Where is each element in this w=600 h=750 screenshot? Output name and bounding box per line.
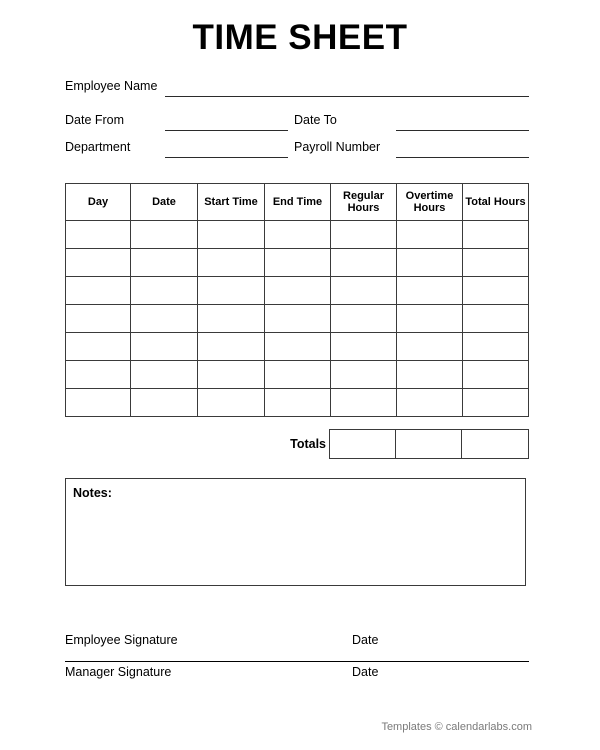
cell-date[interactable] <box>131 249 198 277</box>
cell-end-time[interactable] <box>265 249 331 277</box>
notes-label: Notes: <box>73 486 112 500</box>
table-row <box>66 305 529 333</box>
employee-name-input[interactable] <box>165 96 529 97</box>
cell-total-hours[interactable] <box>463 221 529 249</box>
cell-total-hours[interactable] <box>463 305 529 333</box>
timesheet-table <box>65 183 529 417</box>
cell-end-time[interactable] <box>265 333 331 361</box>
cell-start-time[interactable] <box>198 389 265 417</box>
cell-end-time[interactable] <box>265 361 331 389</box>
cell-regular-hours[interactable] <box>331 389 397 417</box>
employee-name-row <box>65 78 529 112</box>
date-from-label: Date From <box>65 113 125 127</box>
totals-regular-hours[interactable] <box>330 430 396 459</box>
cell-start-time[interactable] <box>198 277 265 305</box>
cell-date[interactable] <box>131 333 198 361</box>
form-fields <box>65 78 529 166</box>
cell-regular-hours[interactable] <box>331 249 397 277</box>
date-from-input[interactable] <box>165 130 288 131</box>
column-header-overtime-hours: Overtime Hours <box>397 184 463 221</box>
cell-overtime-hours[interactable] <box>397 277 463 305</box>
department-payroll-row <box>65 139 529 166</box>
cell-overtime-hours[interactable] <box>397 333 463 361</box>
cell-date[interactable] <box>131 305 198 333</box>
table-header-row <box>66 184 529 221</box>
cell-start-time[interactable] <box>198 305 265 333</box>
date-to-label: Date To <box>294 113 337 127</box>
date-to-input[interactable] <box>396 130 529 131</box>
cell-overtime-hours[interactable] <box>397 389 463 417</box>
cell-overtime-hours[interactable] <box>397 305 463 333</box>
cell-regular-hours[interactable] <box>331 361 397 389</box>
totals-row <box>330 430 529 459</box>
department-input[interactable] <box>165 157 288 158</box>
cell-day[interactable] <box>66 333 131 361</box>
column-header-total-hours: Total Hours <box>463 184 529 221</box>
table-row <box>66 361 529 389</box>
manager-date-label: Date <box>352 665 379 679</box>
manager-signature-label: Manager Signature <box>65 665 172 679</box>
cell-start-time[interactable] <box>198 361 265 389</box>
cell-day[interactable] <box>66 305 131 333</box>
employee-signature-label: Employee Signature <box>65 633 178 647</box>
signature-divider <box>65 661 529 662</box>
payroll-number-label: Payroll Number <box>294 140 381 154</box>
table-row <box>66 249 529 277</box>
table-row <box>66 221 529 249</box>
footer-credit: Templates © calendarlabs.com <box>381 721 532 733</box>
totals-total-hours[interactable] <box>462 430 529 459</box>
signature-section <box>65 628 529 692</box>
cell-start-time[interactable] <box>198 249 265 277</box>
manager-signature-row <box>65 660 529 692</box>
totals-overtime-hours[interactable] <box>396 430 462 459</box>
table-row <box>66 333 529 361</box>
column-header-day: Day <box>66 184 131 221</box>
cell-start-time[interactable] <box>198 333 265 361</box>
cell-end-time[interactable] <box>265 221 331 249</box>
cell-date[interactable] <box>131 389 198 417</box>
page-title: TIME SHEET <box>192 18 408 57</box>
notes-box[interactable] <box>65 478 526 586</box>
cell-date[interactable] <box>131 221 198 249</box>
column-header-end-time: End Time <box>265 184 331 221</box>
column-header-regular-hours: Regular Hours <box>331 184 397 221</box>
table-row <box>66 277 529 305</box>
table-body <box>66 221 529 417</box>
cell-total-hours[interactable] <box>463 361 529 389</box>
date-range-row <box>65 112 529 139</box>
table-row <box>66 389 529 417</box>
cell-overtime-hours[interactable] <box>397 221 463 249</box>
cell-total-hours[interactable] <box>463 333 529 361</box>
cell-end-time[interactable] <box>265 277 331 305</box>
cell-day[interactable] <box>66 389 131 417</box>
cell-total-hours[interactable] <box>463 249 529 277</box>
totals-table <box>329 429 529 459</box>
cell-overtime-hours[interactable] <box>397 249 463 277</box>
cell-end-time[interactable] <box>265 305 331 333</box>
payroll-number-input[interactable] <box>396 157 529 158</box>
column-header-start-time: Start Time <box>198 184 265 221</box>
cell-total-hours[interactable] <box>463 389 529 417</box>
cell-day[interactable] <box>66 221 131 249</box>
cell-regular-hours[interactable] <box>331 221 397 249</box>
employee-date-label: Date <box>352 633 379 647</box>
cell-total-hours[interactable] <box>463 277 529 305</box>
totals-section <box>65 429 528 459</box>
cell-regular-hours[interactable] <box>331 277 397 305</box>
cell-date[interactable] <box>131 361 198 389</box>
column-header-date: Date <box>131 184 198 221</box>
cell-end-time[interactable] <box>265 389 331 417</box>
employee-signature-row <box>65 628 529 660</box>
table-header <box>66 184 529 221</box>
cell-start-time[interactable] <box>198 221 265 249</box>
cell-overtime-hours[interactable] <box>397 361 463 389</box>
cell-day[interactable] <box>66 249 131 277</box>
cell-date[interactable] <box>131 277 198 305</box>
cell-day[interactable] <box>66 277 131 305</box>
department-label: Department <box>65 140 131 154</box>
cell-regular-hours[interactable] <box>331 333 397 361</box>
totals-label: Totals <box>290 437 326 451</box>
cell-day[interactable] <box>66 361 131 389</box>
cell-regular-hours[interactable] <box>331 305 397 333</box>
employee-name-label: Employee Name <box>65 79 158 93</box>
